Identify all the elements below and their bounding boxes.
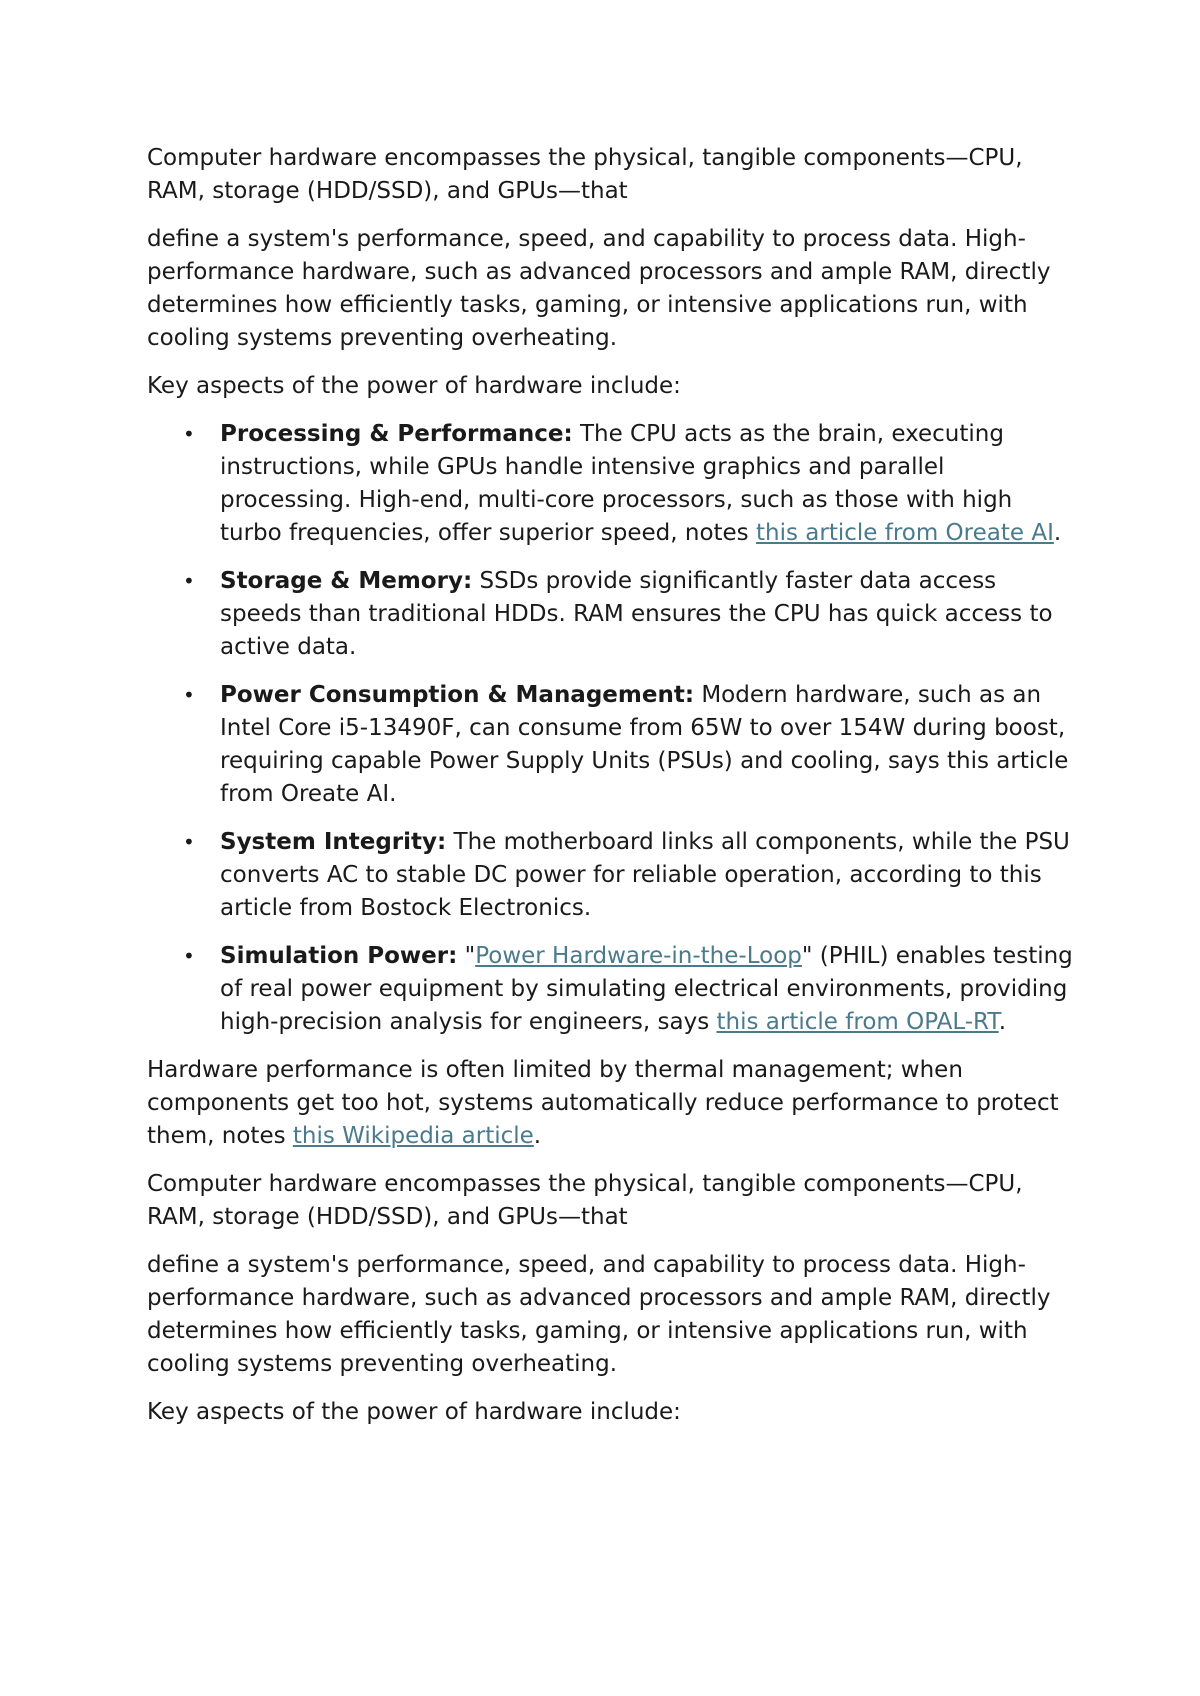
key-aspects-heading-repeat: Key aspects of the power of hardware include: — [147, 1399, 681, 1425]
bullet-dot: • — [183, 569, 195, 593]
thermal-text: Hardware performance is often limited by thermal management; when components get too hot, systems automatically reduce performance to protect them, notes — [147, 1057, 1059, 1149]
bullet-punct: . — [1053, 520, 1062, 546]
bullet-title: Power Consumption & Management: — [220, 682, 695, 708]
bullet-text: " — [457, 943, 476, 969]
bullet-title: System Integrity: — [220, 829, 447, 855]
phil-link[interactable]: Power Hardware-in-the-Loop — [475, 943, 802, 969]
thermal-paragraph — [147, 1054, 1077, 1153]
bullet-dot: • — [183, 422, 195, 446]
intro-paragraph-2: define a system's performance, speed, and capability to process data. High-performance hardware, such as advanced processors and ample RAM, directly determines how efficiently tasks, gaming, or intensive applications run, with cooling systems preventing overheating. — [147, 226, 1051, 351]
wikipedia-link[interactable]: this Wikipedia article — [292, 1123, 534, 1149]
bullet-text: The motherboard links all components, while the PSU converts AC to stable DC power for reliable operation, according to this article from Bostock Electronics. — [220, 829, 1070, 921]
thermal-punct: . — [533, 1123, 542, 1149]
bullet-dot: • — [183, 683, 195, 707]
bullet-title: Processing & Performance: — [220, 421, 573, 447]
bullet-text: The CPU acts as the brain, executing instructions, while GPUs handle intensive graphics and parallel processing. High-end, multi-core processors, such as those with high turbo frequencies, offer superior speed, notes — [220, 421, 1013, 546]
bullet-power — [147, 679, 1077, 811]
oreate-ai-link[interactable]: this article from Oreate AI — [755, 520, 1054, 546]
opal-rt-link[interactable]: this article from OPAL-RT — [716, 1009, 999, 1035]
bullet-storage — [147, 565, 1077, 664]
bullet-text: SSDs provide significantly faster data access speeds than traditional HDDs. RAM ensures the CPU has quick access to active data. — [220, 568, 1053, 660]
key-aspects-list — [147, 418, 1077, 1039]
bullet-text: " (PHIL) enables testing of real power equipment by simulating electrical environments, providing high-precision analysis for engineers, says — [220, 943, 1073, 1035]
bullet-simulation — [147, 940, 1077, 1039]
bullet-punct: . — [998, 1009, 1006, 1035]
key-aspects-heading: Key aspects of the power of hardware include: — [147, 373, 681, 399]
bullet-integrity — [147, 826, 1077, 925]
bullet-processing — [147, 418, 1077, 550]
intro-paragraph-1: Computer hardware encompasses the physical, tangible components—CPU, RAM, storage (HDD/SSD), and GPUs—that — [147, 145, 1023, 204]
bullet-dot: • — [183, 944, 195, 968]
bullet-title: Simulation Power: — [220, 943, 458, 969]
bullet-dot: • — [183, 830, 195, 854]
bullet-title: Storage & Memory: — [220, 568, 473, 594]
document-page — [147, 142, 1077, 1444]
bullet-text: Modern hardware, such as an Intel Core i5-13490F, can consume from 65W to over 154W during boost, requiring capable Power Supply Units (PSUs) and cooling, says this article from Oreate AI. — [220, 682, 1069, 807]
intro-paragraph-2-repeat: define a system's performance, speed, and capability to process data. High-performance hardware, such as advanced processors and ample RAM, directly determines how efficiently tasks, gaming, or intensive applications run, with cooling systems preventing overheating. — [147, 1252, 1051, 1377]
intro-paragraph-1-repeat: Computer hardware encompasses the physical, tangible components—CPU, RAM, storage (HDD/SSD), and GPUs—that — [147, 1171, 1023, 1230]
